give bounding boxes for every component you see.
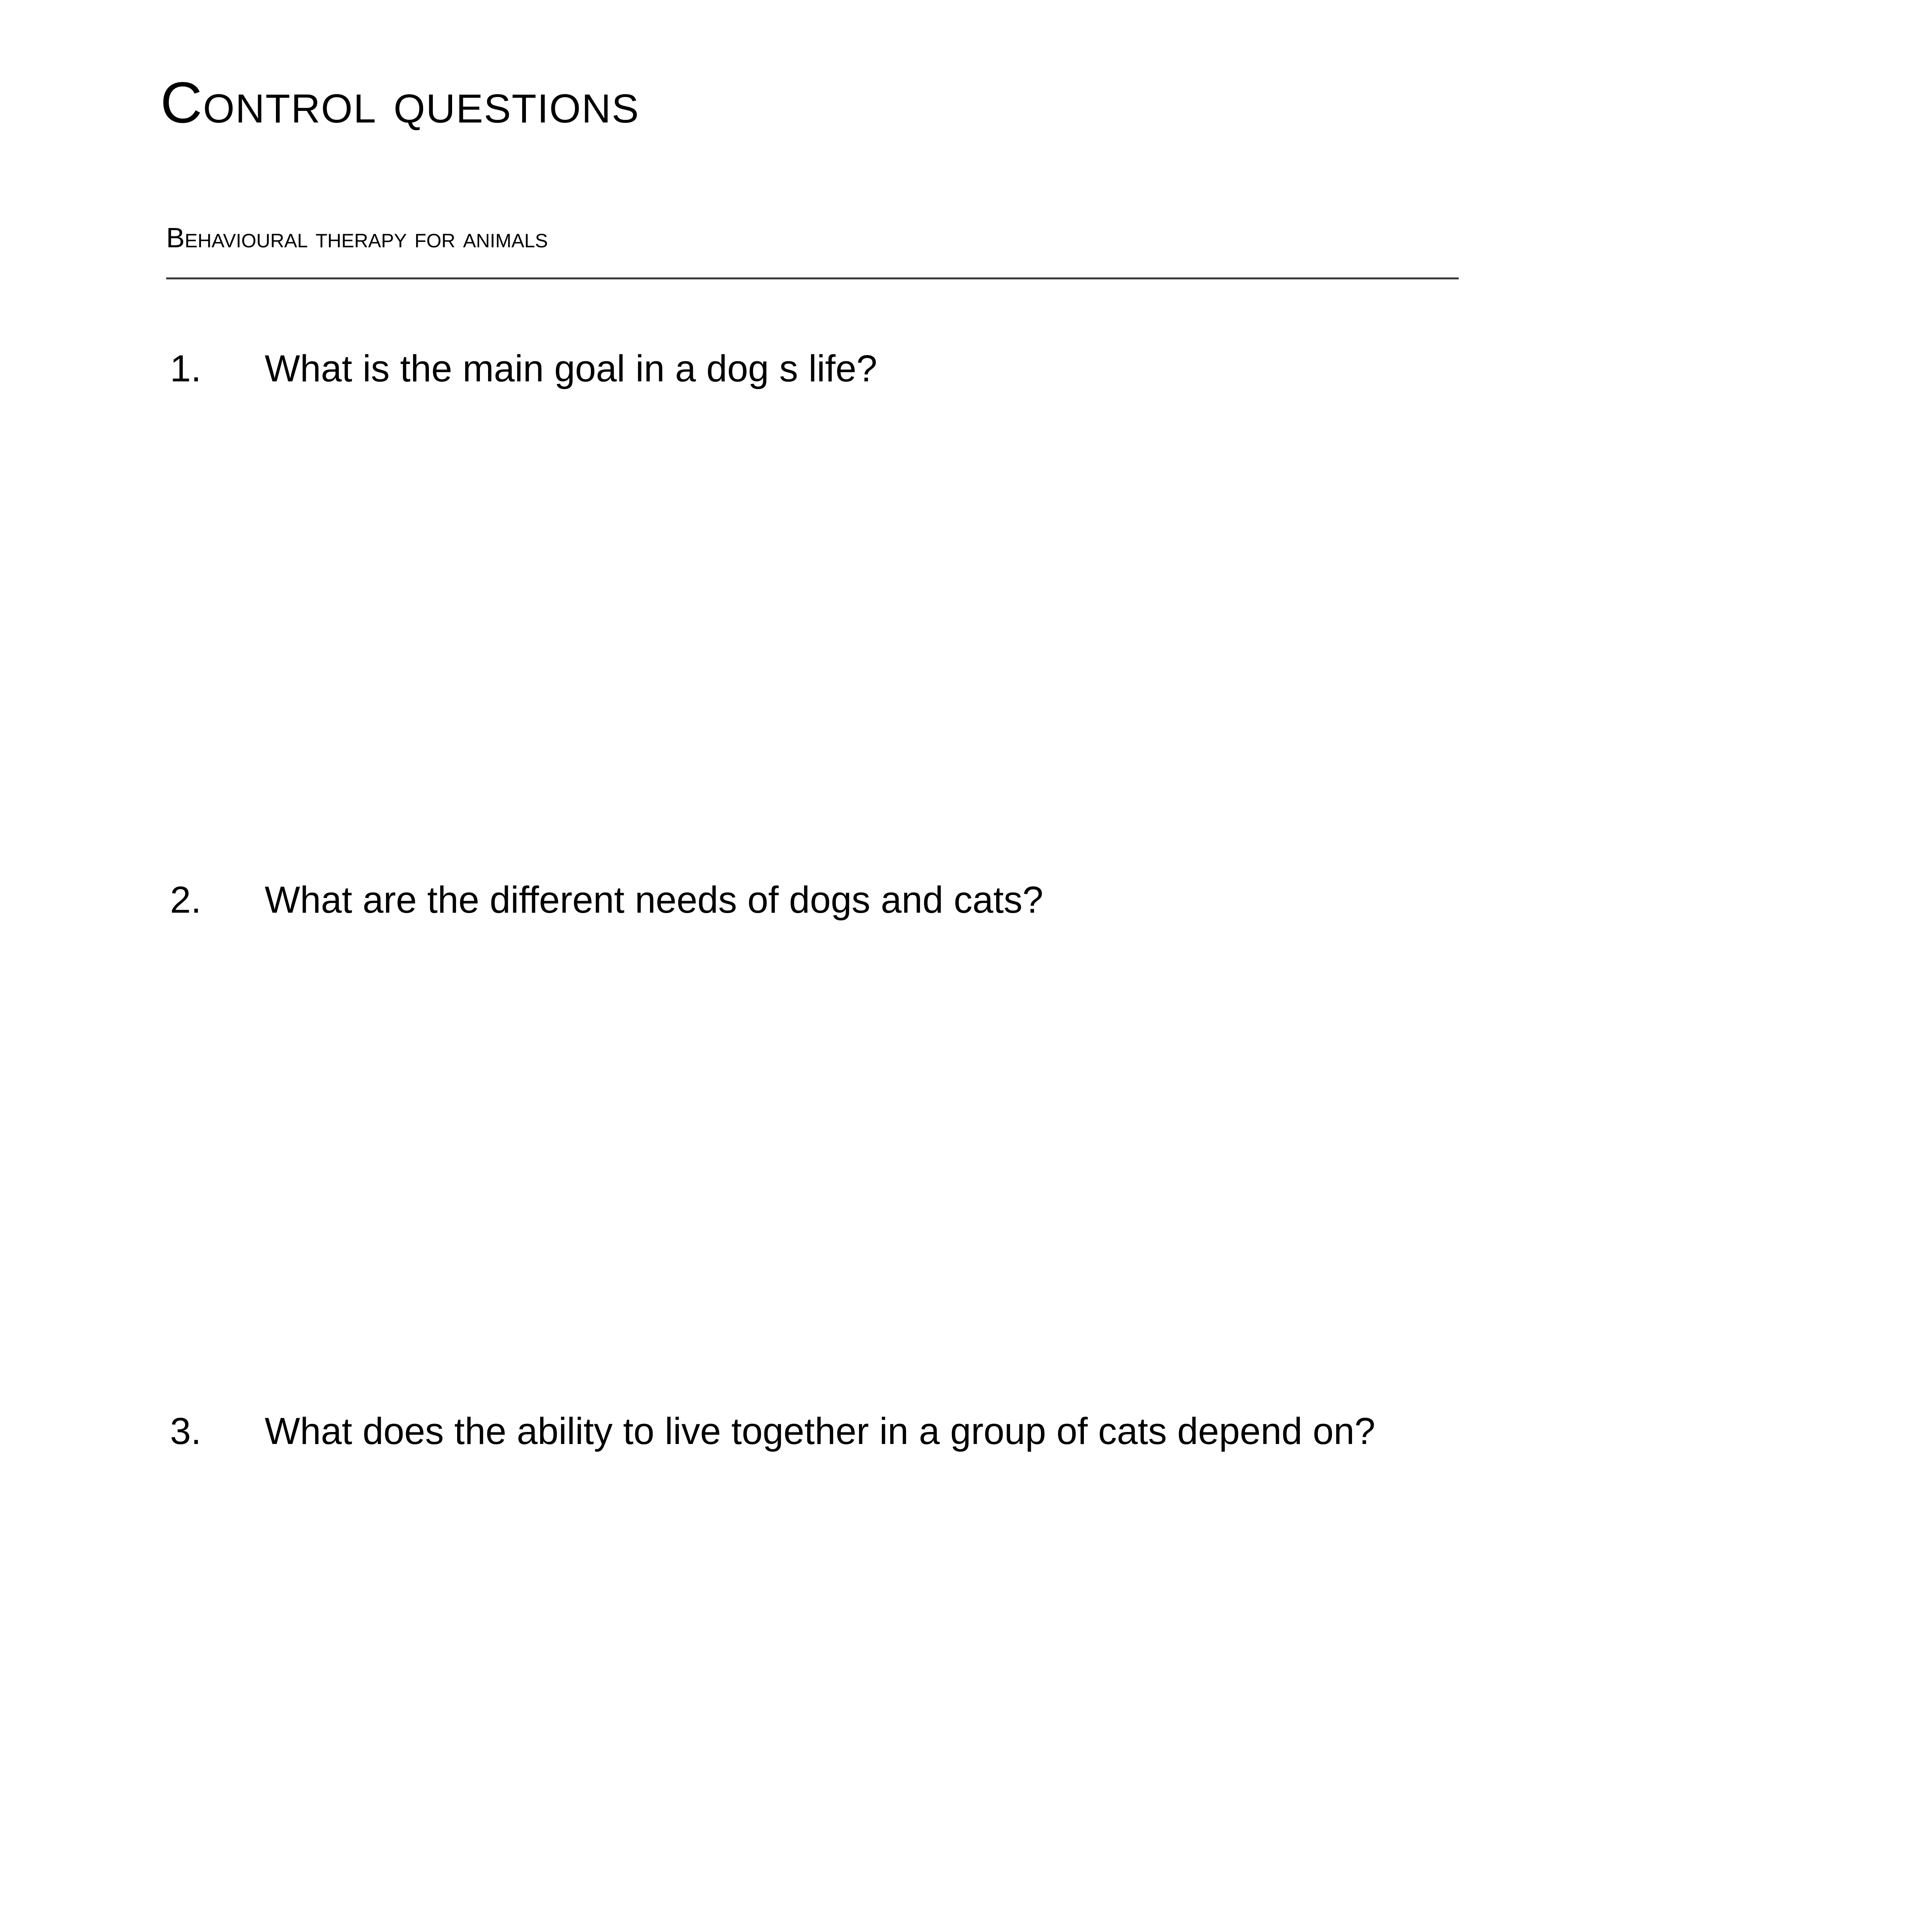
page-title: Control questions [160,70,640,135]
section-subtitle: Behavioural therapy for animals [166,223,548,253]
question-number: 3. [170,1410,201,1452]
question-text: What does the ability to live together in a group of cats depend on? [265,1410,1376,1452]
question-text: What are the different needs of dogs and cats? [265,879,1043,921]
question-number: 2. [170,879,201,921]
section-divider [166,277,1459,279]
question-text: What is the main goal in a dog s life? [265,347,878,389]
question-item [170,1412,1870,1450]
question-number: 1. [170,347,201,389]
question-item [170,879,1870,921]
question-item [170,347,1870,389]
